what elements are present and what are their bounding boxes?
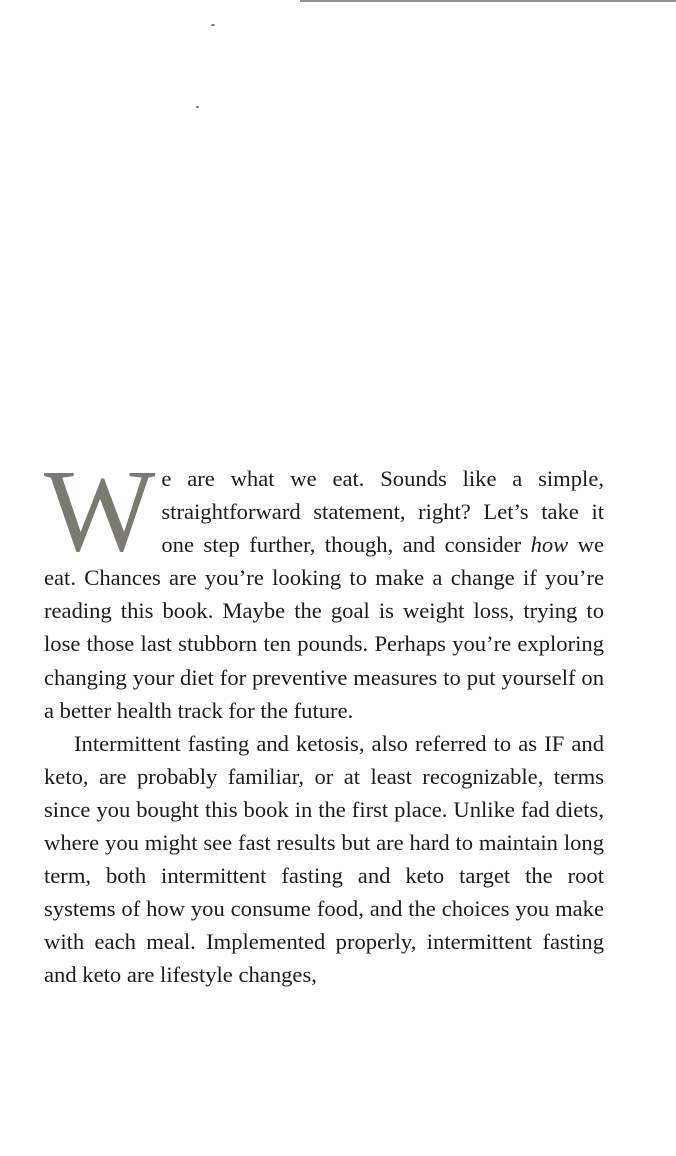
opening-paragraph (44, 445, 604, 727)
emphasis-word: how (530, 532, 569, 558)
drop-cap: W (44, 445, 152, 576)
paper-speck (211, 24, 215, 26)
paper-speck (196, 106, 199, 108)
second-paragraph: Intermittent fasting and ketosis, also referred to as IF and keto, are probably familiar, or at least recognizable, terms since you bought this book in the first place. Unlike fad diets, where you might see fast results but are hard to maintain long term, both intermittent fasting and keto target the root systems of how you consume food, and the choices you make with each meal. Implemented properly, intermittent fasting and keto are lifestyle changes, (44, 730, 604, 988)
opening-text-continued: we eat. Chances are you’re looking to make a change if you’re reading this book. Maybe the goal is weight loss, trying to lose those last stubborn ten pounds. Perhaps you’re exploring changing your diet for preventive measures to put yourself on a better health track for the future. (44, 532, 604, 723)
chapter-body-text (44, 445, 604, 992)
page-top-edge (300, 0, 676, 2)
opening-text: e are what we eat. Sounds like a simple, straightforward statement, right? Let’s take it one step further, though, and consider (161, 466, 604, 558)
